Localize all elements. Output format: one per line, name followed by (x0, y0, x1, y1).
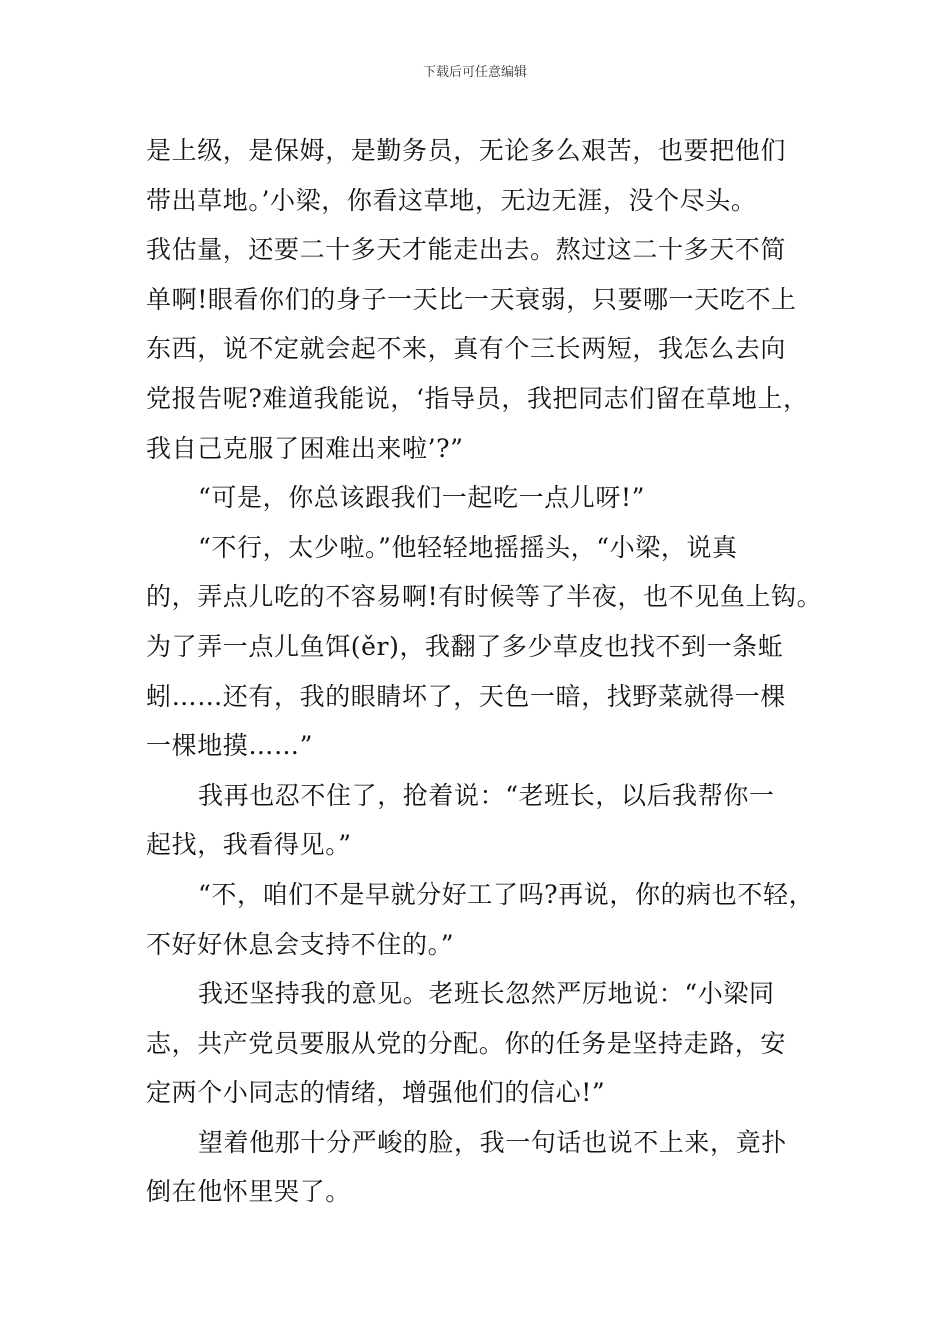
text-line: 望着他那十分严峻的脸，我一句话也说不上来，竟扑 (198, 1127, 787, 1157)
text-line: “不，咱们不是早就分好工了吗?再说，你的病也不轻， (198, 879, 815, 909)
page-header-note: 下载后可任意编辑 (422, 65, 527, 80)
text-line: 带出草地。’小梁，你看这草地，无边无涯，没个尽头。 (146, 185, 757, 215)
text-line: 不好好休息会支持不住的。” (146, 929, 455, 959)
text-line: 我自己克服了困难出来啦’?” (146, 433, 464, 463)
text-line: 一棵地摸……” (146, 731, 313, 761)
paragraph-6 (146, 969, 816, 1118)
paragraph-7 (146, 1118, 816, 1217)
text-line: 起找，我看得见。” (146, 830, 352, 860)
text-line: 定两个小同志的情绪，增强他们的信心!” (146, 1078, 606, 1108)
text-line: 志，共产党员要服从党的分配。你的任务是坚持走路，安 (146, 1028, 787, 1058)
paragraph-4 (146, 771, 816, 870)
text-line: 我再也忍不住了，抢着说：“老班长，以后我帮你一 (198, 780, 775, 810)
text-line: 蚓……还有，我的眼睛坏了，天色一暗，找野菜就得一棵 (146, 681, 787, 711)
text-line: 是上级，是保姆，是勤务员，无论多么艰苦，也要把他们 (146, 136, 787, 165)
paragraph-3 (146, 523, 823, 771)
paragraph-2 (146, 473, 816, 523)
document-body (146, 126, 823, 1217)
text-line: “可是，你总该跟我们一起吃一点儿呀!” (198, 483, 646, 513)
text-line: 单啊!眼看你们的身子一天比一天衰弱，只要哪一天吃不上 (146, 284, 797, 314)
text-line: 我还坚持我的意见。老班长忽然严厉地说：“小梁同 (198, 979, 775, 1009)
text-line: 倒在他怀里哭了。 (146, 1177, 351, 1207)
paragraph-1 (146, 126, 816, 473)
text-line: 的，弄点儿吃的不容易啊!有时候等了半夜，也不见鱼上钩。 (146, 582, 823, 612)
text-line: 我估量，还要二十多天才能走出去。熬过这二十多天不简 (146, 235, 787, 265)
text-line: 东西，说不定就会起不来，真有个三长两短，我怎么去向 (146, 334, 787, 364)
text-line: 党报告呢?难道我能说，‘指导员，我把同志们留在草地上， (146, 383, 809, 413)
text-line: “不行，太少啦。”他轻轻地摇摇头，“小梁，说真 (198, 532, 738, 562)
paragraph-5 (146, 870, 816, 969)
text-line: 为了弄一点儿鱼饵(ěr)，我翻了多少草皮也找不到一条蚯 (146, 631, 784, 661)
